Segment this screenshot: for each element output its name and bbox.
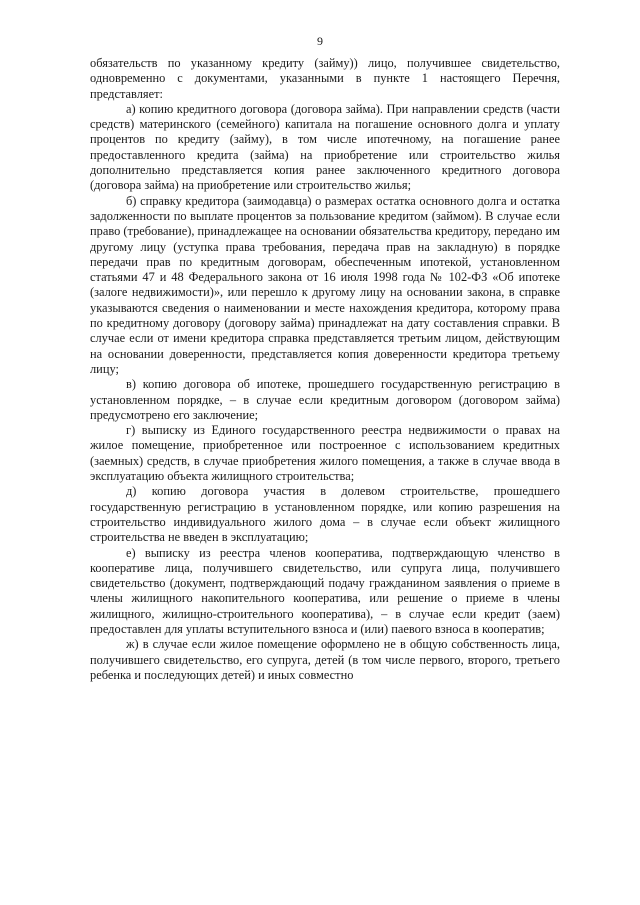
page-number: 9 <box>317 34 323 48</box>
paragraph-item-v: в) копию договора об ипотеке, прошедшего государственную регистрацию в установленном порядке, – в случае если кредитным договором (договором займа) предусмотрено его заключение; <box>90 377 560 422</box>
paragraph-item-a: а) копию кредитного договора (договора займа). При направлении средств (части средств) материнского (семейного) капитала на погашение основного долга и уплату процентов по кредиту (займу), в том числе ипотечному, на погашение ранее предоставленного кредита (займа) на приобретение или строительство жилья дополнительно представляется копия ранее заключенного кредитного договора (договора займа) на приобретение или строительство жилья; <box>90 101 560 193</box>
paragraph-item-b: б) справку кредитора (заимодавца) о размерах остатка основного долга и остатка задолженности по выплате процентов за пользование кредитом (займом). В случае если право (требование), принадлежащее на основании обязательства кредитору, передано им другому лицу (уступка права требования, передача прав на закладную) в порядке передачи прав по кредитным договорам, обеспеченным ипотекой, установленном статьями 47 и 48 Федерального закона от 16 июля 1998 года № 102-ФЗ «Об ипотеке (залоге недвижимости)», или перешло к другому лицу на основании закона, в справке указываются сведения о наименовании и месте нахождения кредитора, которому права по кредитному договору (договору займа) принадлежат на дату составления справки. В случае если от имени кредитора справка представляется третьим лицом, действующим на основании доверенности, представляется копия доверенности кредитора третьему лицу; <box>90 193 560 376</box>
document-body <box>90 56 560 683</box>
paragraph-item-g: г) выписку из Единого государственного реестра недвижимости о правах на жилое помещение, приобретенное или построенное с использованием кредитных (заемных) средств, в случае приобретения жилого помещения, а также в случае ввода в эксплуатацию объекта жилищного строительства; <box>90 423 560 484</box>
paragraph-item-zh: ж) в случае если жилое помещение оформлено не в общую собственность лица, получившего свидетельство, его супруга, детей (в том числе первого, второго, третьего ребенка и последующих детей) и иных совместно <box>90 637 560 682</box>
paragraph-item-d: д) копию договора участия в долевом строительстве, прошедшего государственную регистрацию в установленном порядке, или копию разрешения на строительство индивидуального жилого дома – в случае если объект жилищного строительства не введен в эксплуатацию; <box>90 484 560 545</box>
paragraph-item-e: е) выписку из реестра членов кооператива, подтверждающую членство в кооперативе лица, получившего свидетельство, или супруга лица, получившего свидетельство (документ, подтверждающий подачу гражданином заявления о приеме в члены жилищного накопительного кооператива, или решение о приеме в члены жилищного, жилищно-строительного кооператива), – в случае если кредит (заем) предоставлен для уплаты вступительного взноса и (или) паевого взноса в кооператив; <box>90 545 560 636</box>
paragraph-intro: обязательств по указанному кредиту (займу)) лицо, получившее свидетельство, одновременно с документами, указанными в пункте 1 настоящего Перечня, представляет: <box>90 56 560 101</box>
